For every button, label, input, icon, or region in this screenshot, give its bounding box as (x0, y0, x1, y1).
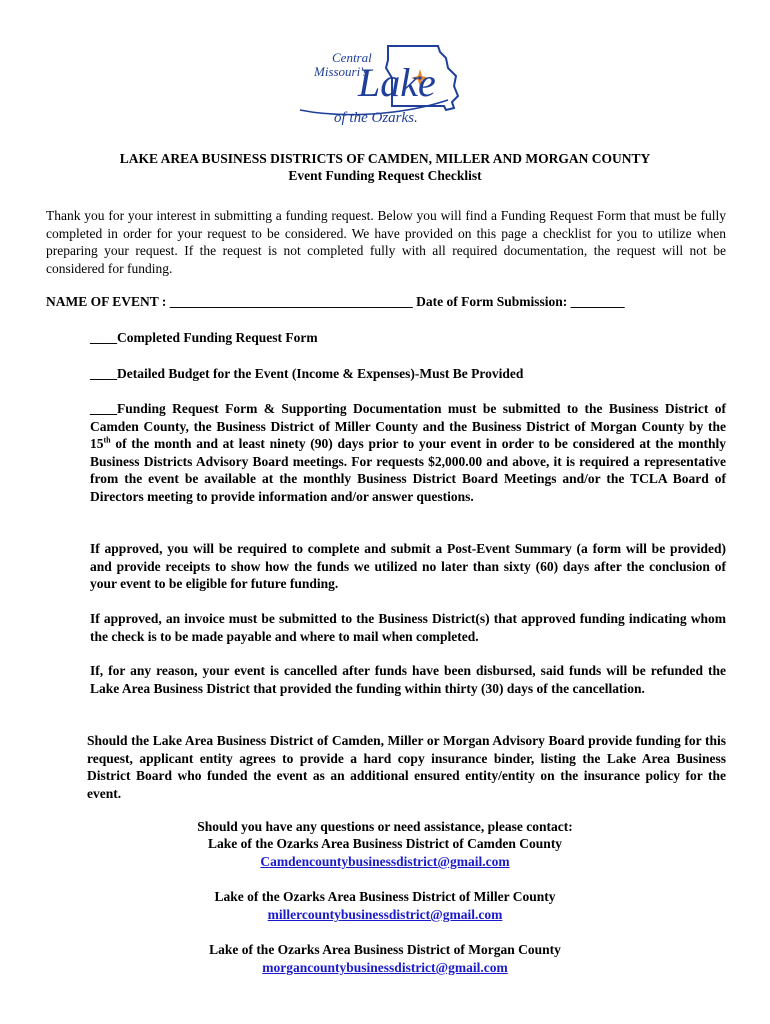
invoice-paragraph: If approved, an invoice must be submitted to the Business District(s) that approved funding indicating whom the check is to be made payable and where to mail when completed. (90, 611, 726, 644)
morgan-email-link[interactable]: morgancountybusinessdistrict@gmail.com (262, 960, 508, 975)
logo-line-central: Central (332, 50, 372, 65)
camden-email-link[interactable]: Camdencountybusinessdistrict@gmail.com (260, 854, 510, 869)
morgan-district-name: Lake of the Ozarks Area Business District of Morgan County (209, 942, 561, 957)
checklist-item-submission-deadline (90, 400, 726, 505)
camden-district-name: Lake of the Ozarks Area Business District of Camden County (207, 836, 563, 851)
contact-intro: Should you have any questions or need assistance, please contact: (197, 819, 573, 834)
miller-district-name: Lake of the Ozarks Area Business District of Miller County (214, 889, 556, 904)
lake-of-the-ozarks-logo (270, 38, 470, 130)
intro-paragraph: Thank you for your interest in submitting a funding request. Below you will find a Funding Request Form that must be fully completed in order for your request to be considered. We have provided on this page a checklist for you to utilize when preparing your request. If the request is not completed fully with all required documentation, the request will not be considered for funding. (46, 208, 726, 276)
miller-email-link[interactable]: millercountybusinessdistrict@gmail.com (267, 907, 503, 922)
submission-date-field[interactable]: ________ (570, 294, 625, 309)
checklist-item-detailed-budget: ____Detailed Budget for the Event (Income & Expenses)-Must Be Provided (90, 366, 524, 381)
logo-line-ozarks: of the Ozarks. (334, 110, 418, 126)
insurance-paragraph: Should the Lake Area Business District of Camden, Miller or Morgan Advisory Board provide funding for this request, applicant entity agrees to provide a hard copy insurance binder, listing the Lake Area Business District Board who funded the event as an additional ensured entity/entity on the insurance policy for the event. (87, 733, 726, 801)
submission-date-label: Date of Form Submission: (412, 294, 571, 309)
miller-email-row (0, 906, 770, 924)
logo-line-lake: Lake (358, 60, 436, 105)
post-event-paragraph: If approved, you will be required to complete and submit a Post-Event Summary (a form will be provided) and provide receipts to show how the funds we utilized no later than sixty (60) days after the conclusion of your event to be eligible for future funding. (90, 541, 726, 591)
logo-line-missouris: Missouri's (314, 64, 369, 79)
event-name-label: NAME OF EVENT : (46, 294, 170, 309)
document-title: LAKE AREA BUSINESS DISTRICTS OF CAMDEN, MILLER AND MORGAN COUNTY (119, 151, 651, 166)
morgan-email-row (0, 959, 770, 977)
checklist-item-text-b: of the month and at least ninety (90) days prior to your event in order to be considered at the monthly Business Districts Advisory Board meetings. For requests $2,000.00 and above, it is required a representative from the event be available at the monthly Business District Board Meetings and/or the TCLA Board of Directors meeting to provide information and/or answer questions. (90, 436, 726, 504)
document-subtitle: Event Funding Request Checklist (288, 168, 482, 183)
cancellation-paragraph: If, for any reason, your event is cancelled after funds have been disbursed, said funds will be refunded the Lake Area Business District that provided the funding within thirty (30) days of the cancellation. (90, 663, 726, 696)
event-name-field[interactable]: ____________________________________ (169, 294, 413, 309)
checklist-item-completed-form: ____Completed Funding Request Form (90, 330, 318, 345)
ordinal-suffix: th (103, 435, 111, 445)
camden-email-row (0, 853, 770, 871)
event-name-line (46, 294, 726, 310)
checklist-item-text-a: ____Funding Request Form & Supporting Documentation must be submitted to the Business District of Camden County, the Business District of Miller County and the Business District of Morgan County by the 15 (90, 401, 726, 451)
